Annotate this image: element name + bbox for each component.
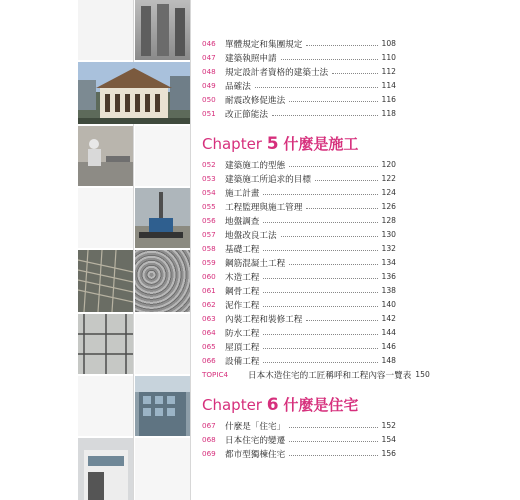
entry-title: 屋頂工程 xyxy=(225,342,260,353)
entry-number: 053 xyxy=(202,174,216,183)
entry-number: 060 xyxy=(202,272,216,281)
topic-title: 日本木造住宅的工匠稱呼和工程內容一覽表 xyxy=(248,370,412,381)
dot-leader xyxy=(263,306,377,307)
photo-urban-house xyxy=(78,438,133,500)
entry-page: 126 xyxy=(381,202,396,211)
entry-title: 鋼骨工程 xyxy=(225,286,260,297)
entry-page: 154 xyxy=(381,435,396,444)
entry-page: 132 xyxy=(381,244,396,253)
entry-number: 068 xyxy=(202,435,216,444)
entry-number: 069 xyxy=(202,449,216,458)
entry-title: 都市型獨棟住宅 xyxy=(225,449,286,460)
entry-page: 144 xyxy=(381,328,396,337)
entry-number: 055 xyxy=(202,202,216,211)
entry-number: 065 xyxy=(202,342,216,351)
toc-entry[interactable] xyxy=(202,242,396,255)
dot-leader xyxy=(263,222,377,223)
chapter-title: 什麼是施工 xyxy=(283,135,359,153)
entry-number: 047 xyxy=(202,53,216,62)
chapter-heading xyxy=(202,394,358,415)
chapter-heading xyxy=(202,133,358,154)
toc-entry[interactable] xyxy=(202,186,396,199)
entry-title: 鋼筋混凝土工程 xyxy=(225,258,286,269)
toc-entry[interactable] xyxy=(202,312,396,325)
entry-title: 施工計畫 xyxy=(225,188,260,199)
dot-leader xyxy=(263,292,377,293)
entry-page: 152 xyxy=(381,421,396,430)
chapter-prefix: Chapter xyxy=(202,396,262,414)
photo-building-facade xyxy=(135,0,190,60)
entry-number: 061 xyxy=(202,286,216,295)
entry-number: 066 xyxy=(202,356,216,365)
chapter-number: 5 xyxy=(266,134,279,154)
entry-number: 050 xyxy=(202,95,216,104)
dot-leader xyxy=(281,59,378,60)
entry-title: 建築執照申請 xyxy=(225,53,277,64)
entry-number: 049 xyxy=(202,81,216,90)
dot-leader xyxy=(263,334,377,335)
entry-number: 052 xyxy=(202,160,216,169)
dot-leader xyxy=(315,180,378,181)
entry-number: 048 xyxy=(202,67,216,76)
dot-leader xyxy=(289,101,377,102)
toc-entry[interactable] xyxy=(202,228,396,241)
dot-leader xyxy=(255,87,378,88)
dot-leader xyxy=(272,115,378,116)
entry-page: 128 xyxy=(381,216,396,225)
entry-title: 內裝工程和裝修工程 xyxy=(225,314,303,325)
entry-page: 114 xyxy=(381,81,396,90)
chapter-prefix: Chapter xyxy=(202,135,262,153)
entry-number: 058 xyxy=(202,244,216,253)
toc-entry[interactable] xyxy=(202,214,396,227)
table-of-contents xyxy=(202,0,502,500)
entry-number: 046 xyxy=(202,39,216,48)
toc-topic-entry[interactable] xyxy=(202,368,430,381)
dot-leader xyxy=(306,320,377,321)
toc-entry[interactable] xyxy=(202,65,396,78)
entry-title: 木造工程 xyxy=(225,272,260,283)
entry-page: 116 xyxy=(381,95,396,104)
entry-number: 059 xyxy=(202,258,216,267)
photo-glass-building xyxy=(135,376,190,436)
photo-blank xyxy=(78,188,133,248)
toc-entry[interactable] xyxy=(202,158,396,171)
toc-entry[interactable] xyxy=(202,298,396,311)
entry-page: 148 xyxy=(381,356,396,365)
entry-page: 134 xyxy=(381,258,396,267)
toc-entry[interactable] xyxy=(202,284,396,297)
entry-page: 140 xyxy=(381,300,396,309)
photo-church-building xyxy=(78,62,190,124)
entry-title: 地盤改良工法 xyxy=(225,230,277,241)
dot-leader xyxy=(289,455,377,456)
entry-page: 130 xyxy=(381,230,396,239)
toc-entry[interactable] xyxy=(202,340,396,353)
entry-page: 122 xyxy=(381,174,396,183)
entry-title: 基礎工程 xyxy=(225,244,260,255)
toc-entry[interactable] xyxy=(202,354,396,367)
dot-leader xyxy=(263,362,377,363)
dot-leader xyxy=(263,348,377,349)
photo-blank xyxy=(135,126,190,186)
entry-page: 156 xyxy=(381,449,396,458)
photo-rebar xyxy=(78,250,133,312)
toc-entry[interactable] xyxy=(202,270,396,283)
toc-entry[interactable] xyxy=(202,447,396,460)
entry-title: 地盤調查 xyxy=(225,216,260,227)
entry-title: 單體規定和集團規定 xyxy=(225,39,303,50)
dot-leader xyxy=(306,45,377,46)
entry-number: 056 xyxy=(202,216,216,225)
topic-number: TOPIC4 xyxy=(202,370,229,379)
entry-title: 泥作工程 xyxy=(225,300,260,311)
chapter-number: 6 xyxy=(266,395,279,415)
entry-page: 142 xyxy=(381,314,396,323)
entry-number: 063 xyxy=(202,314,216,323)
dot-leader xyxy=(289,441,377,442)
photo-steel-frame xyxy=(78,314,133,374)
entry-title: 防水工程 xyxy=(225,328,260,339)
photo-blank xyxy=(78,376,133,436)
toc-entry[interactable] xyxy=(202,433,396,446)
toc-entry[interactable] xyxy=(202,79,396,92)
entry-title: 工程監理與施工管理 xyxy=(225,202,303,213)
toc-entry[interactable] xyxy=(202,326,396,339)
photo-blank xyxy=(135,314,190,374)
toc-entry[interactable] xyxy=(202,51,396,64)
topic-page: 150 xyxy=(415,370,430,379)
entry-title: 設備工程 xyxy=(225,356,260,367)
photo-drilling-machine xyxy=(135,188,190,248)
dot-leader xyxy=(306,208,377,209)
entry-page: 138 xyxy=(381,286,396,295)
entry-number: 057 xyxy=(202,230,216,239)
entry-number: 062 xyxy=(202,300,216,309)
entry-title: 建築施工的型態 xyxy=(225,160,286,171)
entry-number: 051 xyxy=(202,109,216,118)
dot-leader xyxy=(289,166,377,167)
dot-leader xyxy=(263,250,377,251)
entry-number: 067 xyxy=(202,421,216,430)
entry-title: 建築施工所追求的目標 xyxy=(225,174,311,185)
toc-entry[interactable] xyxy=(202,172,396,185)
entry-page: 108 xyxy=(381,39,396,48)
toc-entry[interactable] xyxy=(202,200,396,213)
dot-leader xyxy=(263,194,377,195)
photo-column xyxy=(78,0,190,500)
dot-leader xyxy=(281,236,378,237)
entry-number: 054 xyxy=(202,188,216,197)
photo-blank xyxy=(78,0,133,60)
entry-page: 118 xyxy=(381,109,396,118)
entry-title: 什麼是「住宅」 xyxy=(225,421,286,432)
entry-page: 146 xyxy=(381,342,396,351)
entry-title: 改正節能法 xyxy=(225,109,268,120)
dot-leader xyxy=(289,427,377,428)
photo-gravel xyxy=(135,250,190,312)
entry-title: 日本住宅的變遷 xyxy=(225,435,286,446)
dot-leader xyxy=(263,278,377,279)
entry-page: 110 xyxy=(381,53,396,62)
dot-leader xyxy=(289,264,377,265)
page-divider xyxy=(190,0,191,500)
entry-title: 規定設計者資格的建築士法 xyxy=(225,67,329,78)
entry-title: 品確法 xyxy=(225,81,251,92)
toc-entry[interactable] xyxy=(202,107,396,120)
toc-entry[interactable] xyxy=(202,37,396,50)
entry-page: 112 xyxy=(381,67,396,76)
dot-leader xyxy=(332,73,377,74)
entry-page: 120 xyxy=(381,160,396,169)
photo-worker-foundation xyxy=(78,126,133,186)
toc-entry[interactable] xyxy=(202,256,396,269)
entry-page: 136 xyxy=(381,272,396,281)
toc-entry[interactable] xyxy=(202,93,396,106)
entry-page: 124 xyxy=(381,188,396,197)
toc-entry[interactable] xyxy=(202,419,396,432)
entry-number: 064 xyxy=(202,328,216,337)
chapter-title: 什麼是住宅 xyxy=(283,396,359,414)
entry-title: 耐震改修促進法 xyxy=(225,95,286,106)
photo-blank xyxy=(135,438,190,500)
